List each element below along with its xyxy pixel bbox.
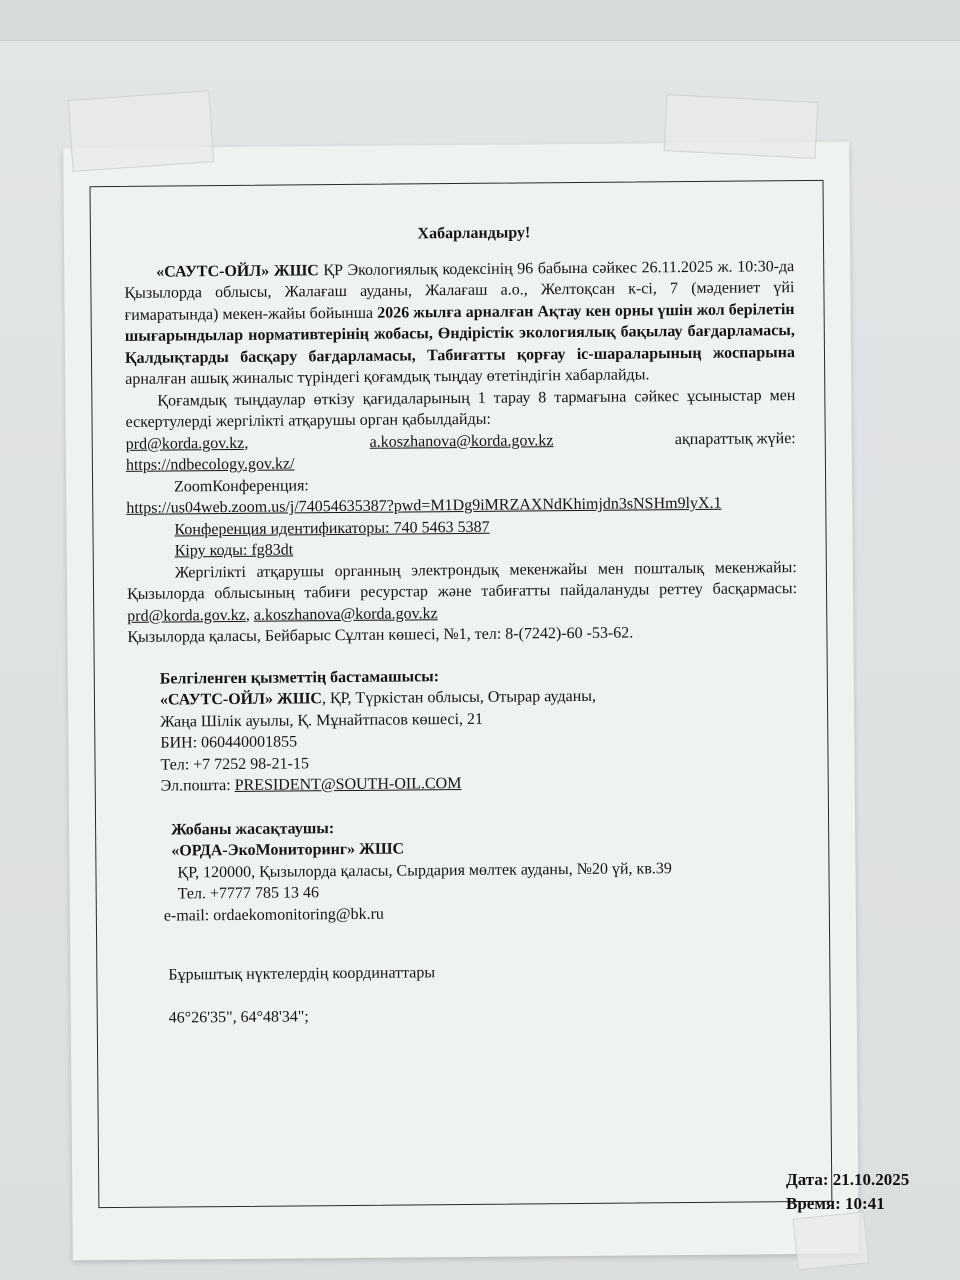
announcement-text-1: ҚР Экологиялық кодексінің 96 бабына сәйкес 26.11.2025 ж. 10:30-да Қызылорда облысы, Жалағаш ауданы, Жалағаш а.о., Желтоқсан к-сі, 7 (мәдениет үйі ғимаратында) мекен-жайы бойынша (124, 257, 795, 324)
initiator-region: , ҚР, Түркістан облысы, Отырар ауданы, (321, 687, 597, 708)
zoom-link[interactable]: https://us04web.zoom.us/j/74054635387?pwd=M1Dg9iMRZAXNdKhimjdn3sNSHm9lyX.1 (126, 494, 722, 517)
spacer (130, 921, 800, 965)
announcement-paragraph (124, 256, 795, 391)
initiator-company: «САУТС-ОЙЛ» ЖШС (159, 690, 323, 709)
authority-paragraph (127, 557, 798, 627)
timestamp-date: Дата: 21.10.2025 (786, 1170, 910, 1189)
access-code: Кіру коды: fg83dt (174, 541, 294, 560)
initiator-bin: БИН: 060440001855 (160, 733, 298, 752)
authority-text: Жергілікті атқарушы органның электрондық мекенжайы мен пошталық мекенжайы: Қызылорда облысының табиғи ресурстар және табиғатты пайдалануды реттеу басқармасы: (126, 558, 798, 603)
authority-address: Қызылорда қаласы, Бейбарыс Сұлтан көшесі, №1, тел: 8-(7242)-60 -53-62. (127, 624, 634, 646)
developer-email: e-mail: ordaekomonitoring@bk.ru (163, 905, 384, 925)
coordinates-value: 46°26'35", 64°48'34"; (168, 1007, 309, 1027)
coordinates-heading: Бұрыштық нүктелердің координаттары (168, 964, 436, 984)
initiator-heading: Белгіленген қызметтің бастамашысы: (159, 667, 440, 688)
developer-address: ҚР, 120000, Қызылорда қаласы, Сырдария мөлтек ауданы, №20 үй, кв.39 (177, 859, 672, 881)
tape-strip-top-left (68, 90, 215, 172)
zoom-label: ZoomКонференция: (174, 476, 309, 495)
notice-sheet (63, 142, 859, 1261)
conference-id: Конференция идентификаторы: 740 5463 5387 (174, 518, 490, 538)
submission-text: Қоғамдық тыңдаулар өткізу қағидаларының 1 тарау 8 тармағына сәйкес ұсыныстар мен ескертулерді жергілікті атқарушы орган қабылдайды: (125, 386, 796, 431)
info-system-label: ақпараттық жүйе: (674, 429, 796, 448)
developer-block (129, 814, 800, 927)
initiator-email-link[interactable]: PRESIDENT@SOUTH-OIL.COM (234, 774, 462, 794)
email-link-prd[interactable]: prd@korda.gov.kz, (125, 434, 249, 453)
project-title: 2026 жылға арналған Ақтау кен орны үшін жол берілетін шығарындылар нормативтерінің жобасы, Өндірістік экологиялық бақылау бағдарламасы, Қалдықтарды басқару бағдарламасы, Табиғатты қорғау іс-шараларының жоспарына (124, 300, 796, 367)
notice-title: Хабарландыру! (417, 224, 531, 243)
authority-email-koszhanova[interactable]: a.koszhanova@korda.gov.kz (253, 604, 438, 624)
initiator-tel: Тел: +7 7252 98-21-15 (160, 754, 309, 774)
ndbecology-link[interactable]: https://ndbecology.gov.kz/ (125, 455, 295, 474)
email-link-koszhanova[interactable]: a.koszhanova@korda.gov.kz (369, 431, 554, 451)
announcement-text-2: арналған ашық жиналыс түріндегі қоғамдық тыңдау өтетіндігін хабарлайды. (125, 366, 650, 388)
timestamp-time: Время: 10:41 (786, 1194, 885, 1213)
developer-company: «ОРДА-ЭкоМониторинг» ЖШС (171, 840, 405, 860)
tape-strip-bottom-right (792, 1211, 869, 1270)
authority-email-separator: , (245, 606, 254, 624)
tape-strip-top-right (664, 94, 819, 159)
initiator-address: Жаңа Шілік ауылы, Қ. Мұнайтпасов көшесі, 21 (160, 710, 484, 731)
submission-paragraph (125, 385, 795, 434)
initiator-block (128, 663, 799, 798)
developer-tel: Тел. +7777 785 13 46 (177, 884, 320, 903)
photo-timestamp (786, 1168, 909, 1216)
company-name: «САУТС-ОЙЛ» ЖШС (156, 261, 319, 281)
initiator-email-label: Эл.пошта: (160, 776, 235, 795)
notice-content (124, 220, 801, 1029)
authority-email-prd[interactable]: prd@korda.gov.kz (127, 606, 246, 625)
coordinates-block (130, 959, 801, 1029)
developer-heading: Жобаны жасақтаушы: (171, 819, 335, 839)
wall-background (0, 0, 960, 41)
